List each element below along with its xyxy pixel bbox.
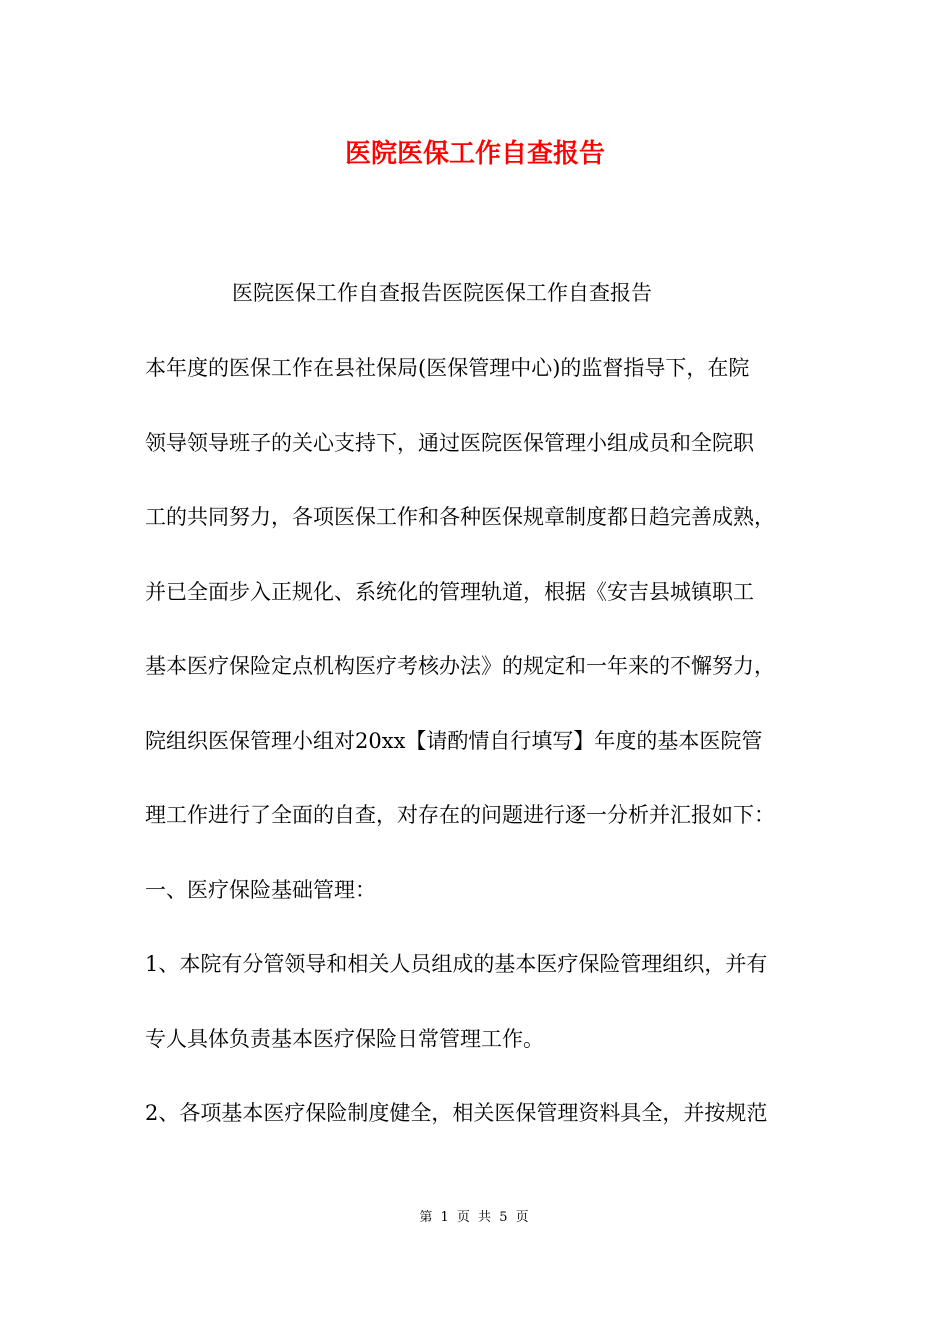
section-heading: 一、医疗保险基础管理： — [145, 878, 376, 902]
body-line-4: 并已全面步入正规化、系统化的管理轨道，根据《安吉县城镇职工 — [145, 580, 754, 604]
document-subtitle: 医院医保工作自查报告医院医保工作自查报告 — [232, 281, 652, 305]
document-title: 医院医保工作自查报告 — [344, 139, 605, 169]
body-line-3: 工的共同努力，各项医保工作和各种医保规章制度都日趋完善成熟， — [145, 505, 775, 529]
body-line-6: 院组织医保管理小组对20xx【请酌情自行填写】年度的基本医院管 — [145, 729, 763, 753]
body-line-5: 基本医疗保险定点机构医疗考核办法》的规定和一年来的不懈努力， — [145, 654, 775, 678]
body-line-1: 本年度的医保工作在县社保局(医保管理中心)的监督指导下，在院 — [145, 356, 750, 380]
body-line-10: 专人具体负责基本医疗保险日常管理工作。 — [145, 1027, 544, 1051]
body-line-9: 1、本院有分管领导和相关人员组成的基本医疗保险管理组织，并有 — [145, 952, 768, 976]
body-line-11: 2、各项基本医疗保险制度健全，相关医保管理资料具全，并按规范 — [145, 1101, 768, 1125]
body-line-7: 理工作进行了全面的自查，对存在的问题进行逐一分析并汇报如下： — [145, 803, 775, 827]
page-footer: 第 1 页 共 5 页 — [419, 1210, 531, 1225]
body-line-2: 领导领导班子的关心支持下，通过医院医保管理小组成员和全院职 — [145, 431, 754, 455]
